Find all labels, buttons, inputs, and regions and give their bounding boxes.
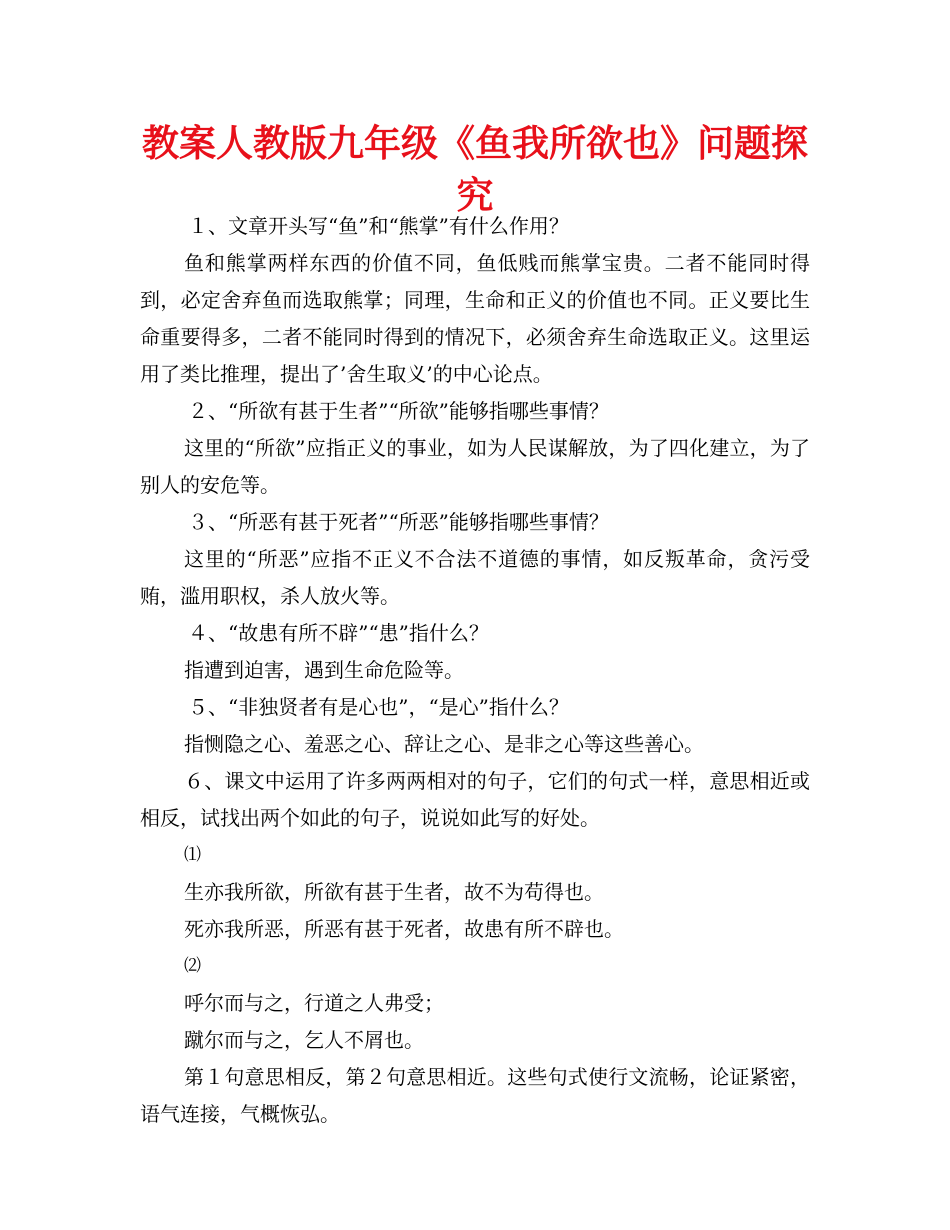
- document-body: [140, 208, 810, 1133]
- answer-3: 这里的“所恶”应指不正义不合法不道德的事情，如反叛革命，贪污受贿，滥用职权，杀人放火等。: [140, 547, 810, 608]
- example-1-line-a: 生亦我所欲，所欲有甚于生者，故不为苟得也。: [184, 880, 604, 904]
- example-label-2: ⑵: [184, 956, 201, 976]
- document-title: 教案人教版九年级《鱼我所欲也》问题探究: [142, 122, 808, 217]
- example-2-line-b: 蹴尔而与之，乞人不屑也。: [184, 1028, 424, 1052]
- example-1-line-b: 死亦我所恶，所恶有甚于死者，故患有所不辟也。: [184, 917, 624, 941]
- answer-2: 这里的“所欲”应指正义的事业，如为人民谋解放，为了四化建立，为了别人的安危等。: [140, 436, 810, 497]
- question-1: １、文章开头写“鱼”和“熊掌”有什么作用？: [188, 214, 569, 238]
- question-5: ５、“非独贤者有是心也”，“是心”指什么？: [188, 695, 569, 719]
- conclusion: 第１句意思相反，第２句意思相近。这些句式使行文流畅，论证紧密，语气连接，气概恢弘。: [140, 1065, 810, 1126]
- example-2-line-a: 呼尔而与之，行道之人弗受；: [184, 991, 444, 1015]
- answer-5: 指恻隐之心、羞恶之心、辞让之心、是非之心等这些善心。: [184, 732, 704, 756]
- answer-1: 鱼和熊掌两样东西的价值不同，鱼低贱而熊掌宝贵。二者不能同时得到，必定舍弃鱼而选取熊掌；同理，生命和正义的价值也不同。正义要比生命重要得多，二者不能同时得到的情况下，必须舍弃生命选取正义。这里运用了类比推理，提出了’舍生取义’的中心论点。: [140, 251, 810, 386]
- question-2: ２、“所欲有甚于生者”“所欲”能够指哪些事情？: [188, 399, 609, 423]
- question-4: ４、“故患有所不辟”“患”指什么？: [188, 621, 489, 645]
- example-label-1: ⑴: [184, 845, 201, 865]
- answer-4: 指遭到迫害，遇到生命危险等。: [184, 658, 464, 682]
- question-3: ３、“所恶有甚于死者”“所恶”能够指哪些事情？: [188, 510, 609, 534]
- question-6: ６、课文中运用了许多两两相对的句子，它们的句式一样，意思相近或相反，试找出两个如此的句子，说说如此写的好处。: [140, 769, 810, 830]
